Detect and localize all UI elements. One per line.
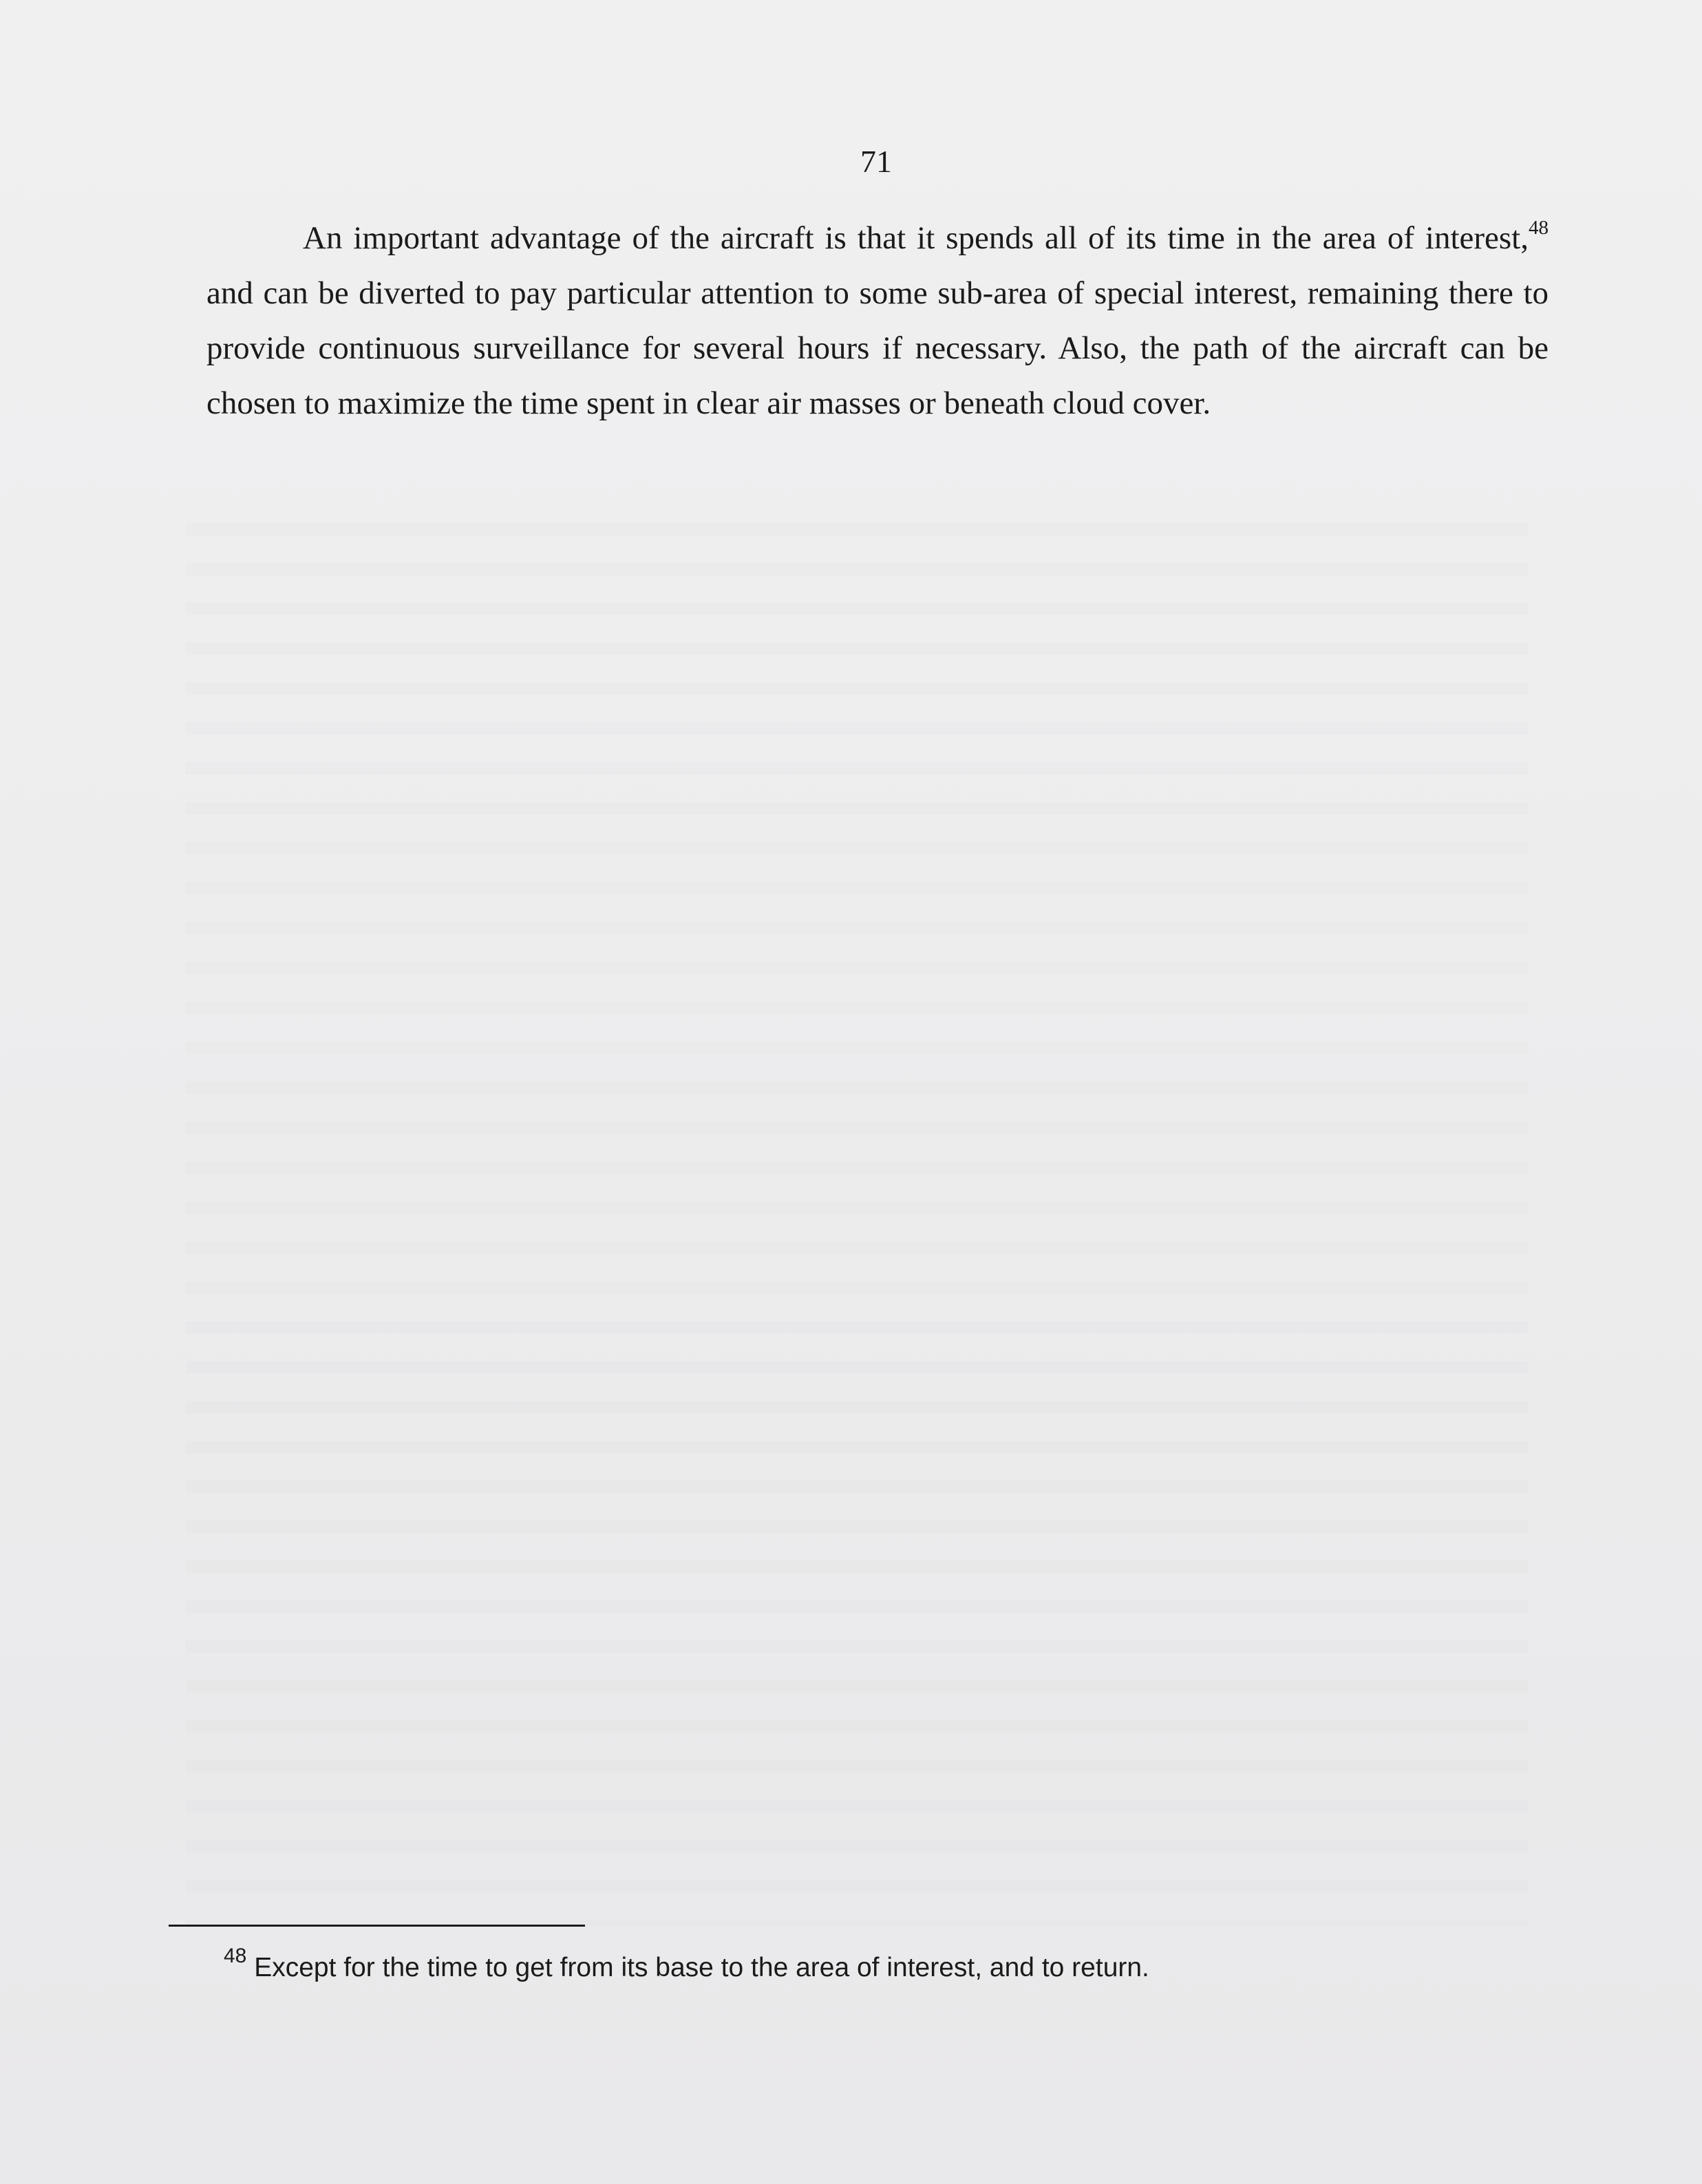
footnote-marker: 48 [224, 1945, 247, 1967]
page-number: 71 [860, 144, 892, 179]
body-text-part-1: An important advantage of the aircraft is that it spends all of its time in the area of interest, [303, 220, 1529, 256]
footnote-reference: 48 [1529, 217, 1549, 239]
reverse-side-show-through [186, 495, 1528, 1927]
footnote-text: Except for the time to get from its base to the area of interest, and to return. [254, 1953, 1149, 1982]
body-paragraph [206, 211, 1549, 431]
footnote-separator [169, 1925, 585, 1927]
body-text-part-2: and can be diverted to pay particular attention to some sub-area of special interest, remaining there to provide continuous surveillance for several hours if necessary. Also, the path of the aircraft can be chosen to maximize the time spent in clear air masses or beneath cloud cover. [206, 275, 1549, 421]
footnote [224, 1947, 1531, 1989]
